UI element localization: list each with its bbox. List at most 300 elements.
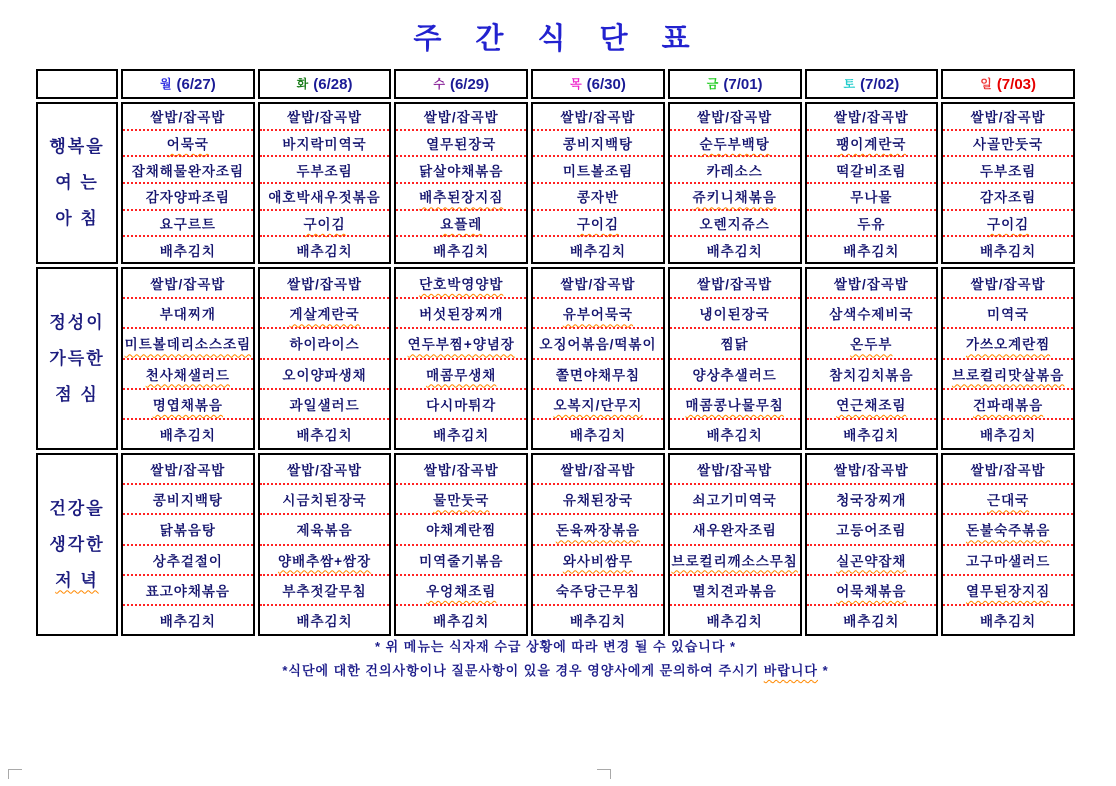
menu-item bbox=[533, 297, 663, 327]
menu-item bbox=[533, 604, 663, 634]
menu-item bbox=[123, 269, 253, 297]
menu-item-text: 매콤콩나물무침 bbox=[685, 397, 784, 413]
menu-item-text: 카레소스 bbox=[706, 163, 763, 179]
menu-cell-lunch-day7 bbox=[941, 267, 1075, 450]
menu-item-text: 미트볼조림 bbox=[562, 163, 634, 179]
menu-item-text: 과일샐러드 bbox=[289, 397, 360, 413]
menu-item-text: 쌀밥/잡곡밥 bbox=[970, 463, 1046, 479]
menu-item-text: 감자조림 bbox=[980, 190, 1037, 206]
menu-item-text: 쌀밥/잡곡밥 bbox=[833, 110, 909, 126]
menu-item-text: 삼색수제비국 bbox=[829, 307, 914, 323]
menu-item-text: 쌀밥/잡곡밥 bbox=[287, 277, 363, 293]
menu-item bbox=[396, 418, 526, 448]
menu-item-text: 구이김 bbox=[987, 217, 1030, 233]
menu-cell-dinner-day1 bbox=[121, 453, 255, 636]
menu-item-text: 쌀밥/잡곡밥 bbox=[287, 110, 363, 126]
menu-item-text: 콩비지백탕 bbox=[152, 493, 223, 509]
menu-item-text: 쌀밥/잡곡밥 bbox=[697, 110, 773, 126]
menu-cell-breakfast-day6 bbox=[805, 102, 939, 264]
menu-item bbox=[123, 358, 253, 388]
menu-item bbox=[260, 129, 390, 156]
menu-item-text: 멸치견과볶음 bbox=[692, 583, 777, 599]
menu-item-text: 고구마샐러드 bbox=[965, 553, 1051, 569]
menu-item-text: 배추김치 bbox=[433, 427, 490, 443]
menu-cell-dinner-day4 bbox=[531, 453, 665, 636]
menu-item bbox=[396, 574, 526, 604]
menu-item-text: 열무된장국 bbox=[426, 137, 497, 152]
menu-item-text: 고등어조림 bbox=[836, 523, 907, 539]
menu-item-text: 실곤약잡채 bbox=[836, 553, 907, 569]
menu-item-text: 배추김치 bbox=[159, 613, 216, 629]
menu-item-text: 요플레 bbox=[440, 217, 483, 233]
menu-item bbox=[396, 327, 526, 357]
day-header-7 bbox=[941, 69, 1075, 99]
meal-row-lunch bbox=[36, 267, 1075, 450]
day-date: (6/29) bbox=[449, 76, 490, 93]
menu-item bbox=[670, 418, 800, 448]
menu-item bbox=[943, 104, 1073, 129]
menu-item bbox=[807, 155, 937, 182]
menu-item bbox=[123, 327, 253, 357]
menu-item-text: 닭살야채볶음 bbox=[419, 163, 504, 179]
day-date: (7/02) bbox=[860, 76, 900, 93]
menu-item bbox=[533, 513, 663, 543]
menu-item bbox=[943, 483, 1073, 513]
menu-item bbox=[943, 513, 1073, 543]
menu-item bbox=[670, 574, 800, 604]
menu-item-text: 미역국 bbox=[987, 307, 1030, 323]
menu-item-text: 쌀밥/잡곡밥 bbox=[560, 110, 636, 126]
menu-item-text: 찜닭 bbox=[720, 337, 749, 353]
menu-item bbox=[670, 182, 800, 209]
menu-item-text: 구이김 bbox=[303, 217, 346, 233]
menu-cell-lunch-day4 bbox=[531, 267, 665, 450]
meal-label-line: 여 는 bbox=[55, 173, 99, 192]
page-corner-mark bbox=[8, 769, 22, 779]
menu-item-text: 배추김치 bbox=[159, 427, 216, 443]
menu-item-text: 감자양파조림 bbox=[145, 190, 230, 206]
menu-item-text: 표고야채볶음 bbox=[145, 583, 230, 599]
footer-notes bbox=[33, 636, 1078, 684]
menu-item-text: 우엉채조림 bbox=[426, 583, 497, 599]
menu-item-text: 참치김치볶음 bbox=[829, 367, 914, 383]
menu-item bbox=[807, 388, 937, 418]
menu-item-text: 와사비쌈무 bbox=[562, 553, 634, 569]
menu-item bbox=[670, 297, 800, 327]
menu-item-text: 양상추샐러드 bbox=[692, 367, 777, 383]
menu-item-text: 오이양파생채 bbox=[282, 367, 367, 383]
menu-cell-dinner-day2 bbox=[258, 453, 392, 636]
menu-item bbox=[260, 455, 390, 483]
menu-item bbox=[943, 269, 1073, 297]
day-date: (6/30) bbox=[586, 76, 626, 93]
menu-item bbox=[943, 327, 1073, 357]
menu-item-text: 쌀밥/잡곡밥 bbox=[423, 463, 499, 479]
menu-item-text: 배추김치 bbox=[980, 427, 1037, 443]
meal-label-line: 가득한 bbox=[49, 348, 105, 368]
menu-item bbox=[396, 544, 526, 574]
day-화-icon: 화 bbox=[296, 77, 309, 91]
menu-item bbox=[943, 155, 1073, 182]
menu-item bbox=[943, 388, 1073, 418]
menu-item bbox=[123, 604, 253, 634]
menu-item-text: 야채계란찜 bbox=[426, 523, 497, 539]
menu-item bbox=[807, 129, 937, 156]
menu-item-text: 두유 bbox=[857, 217, 886, 233]
day-목-icon: 목 bbox=[570, 77, 582, 91]
day-date: (6/27) bbox=[176, 76, 216, 93]
menu-item bbox=[396, 358, 526, 388]
menu-item bbox=[123, 544, 253, 574]
menu-item bbox=[533, 455, 663, 483]
footer-note-segment: 바랍니다 bbox=[763, 663, 818, 678]
footer-note-1 bbox=[33, 636, 1078, 655]
weekly-menu-table bbox=[33, 66, 1078, 639]
menu-item-text: 오복지/단무지 bbox=[553, 397, 643, 413]
menu-item bbox=[396, 604, 526, 634]
menu-item-text: 콩자반 bbox=[576, 190, 620, 206]
menu-item bbox=[260, 104, 390, 129]
menu-item-text: 쌀밥/잡곡밥 bbox=[833, 277, 909, 293]
menu-item bbox=[396, 235, 526, 262]
menu-item bbox=[670, 604, 800, 634]
menu-item-text: 온두부 bbox=[850, 337, 893, 353]
menu-item bbox=[123, 155, 253, 182]
menu-item-text: 배추김치 bbox=[843, 613, 900, 629]
menu-cell-lunch-day3 bbox=[394, 267, 528, 450]
menu-item-text: 쌀밥/잡곡밥 bbox=[150, 463, 226, 479]
menu-item-text: 바지락미역국 bbox=[282, 137, 367, 152]
menu-item-text: 미트볼데리소스조림 bbox=[124, 337, 252, 353]
menu-item bbox=[670, 513, 800, 543]
menu-item bbox=[807, 182, 937, 209]
menu-item bbox=[670, 388, 800, 418]
menu-item bbox=[396, 182, 526, 209]
menu-item bbox=[123, 513, 253, 543]
menu-item-text: 배추김치 bbox=[843, 243, 900, 259]
meal-label-line: 건강을 bbox=[49, 498, 105, 518]
day-date: (7/03) bbox=[996, 76, 1036, 93]
menu-item-text: 단호박영양밥 bbox=[419, 277, 504, 293]
menu-item-text: 매콤무생채 bbox=[426, 367, 497, 383]
menu-item-text: 쌀밥/잡곡밥 bbox=[150, 277, 226, 293]
menu-item bbox=[670, 483, 800, 513]
day-토-icon: 토 bbox=[843, 77, 856, 91]
menu-item bbox=[807, 269, 937, 297]
menu-item bbox=[396, 297, 526, 327]
menu-item-text: 양배추쌈+쌈장 bbox=[277, 553, 372, 569]
menu-item-text: 쇠고기미역국 bbox=[692, 493, 777, 509]
menu-item bbox=[807, 544, 937, 574]
header-row bbox=[36, 69, 1075, 99]
menu-item bbox=[943, 235, 1073, 262]
meal-label-line: 생각한 bbox=[49, 534, 105, 554]
menu-item bbox=[533, 235, 663, 262]
corner-cell bbox=[36, 69, 118, 99]
meal-row-dinner bbox=[36, 453, 1075, 636]
menu-item bbox=[807, 574, 937, 604]
menu-item-text: 쥬키니채볶음 bbox=[692, 190, 777, 206]
day-header-3 bbox=[394, 69, 528, 99]
menu-item-text: 어묵채볶음 bbox=[836, 583, 907, 599]
menu-item-text: 유채된장국 bbox=[562, 493, 634, 509]
menu-item-text: 냉이된장국 bbox=[699, 307, 770, 323]
menu-item bbox=[260, 297, 390, 327]
menu-item bbox=[670, 155, 800, 182]
menu-item-text: 오징어볶음/떡볶이 bbox=[539, 337, 657, 353]
menu-item-text: 배추된장지짐 bbox=[419, 190, 504, 206]
menu-item bbox=[533, 544, 663, 574]
menu-item-text: 물만둣국 bbox=[433, 493, 490, 509]
menu-item bbox=[807, 513, 937, 543]
menu-item bbox=[260, 155, 390, 182]
menu-item-text: 쌀밥/잡곡밥 bbox=[150, 110, 226, 126]
footer-note-segment: * bbox=[817, 663, 829, 678]
menu-item-text: 브로컬리맛살볶음 bbox=[951, 367, 1065, 383]
menu-cell-breakfast-day2 bbox=[258, 102, 392, 264]
menu-item bbox=[533, 155, 663, 182]
menu-item-text: 시금치된장국 bbox=[282, 493, 367, 509]
menu-item-text: 닭볶음탕 bbox=[159, 523, 216, 539]
menu-item-text: 잡채해물완자조림 bbox=[131, 163, 245, 179]
meal-label-lunch bbox=[36, 267, 118, 450]
menu-item-text: 배추김치 bbox=[706, 243, 763, 259]
menu-item bbox=[396, 269, 526, 297]
menu-item bbox=[670, 235, 800, 262]
menu-item bbox=[807, 297, 937, 327]
menu-item bbox=[807, 418, 937, 448]
page-corner-mark bbox=[597, 769, 611, 779]
menu-item-text: 요구르트 bbox=[159, 217, 216, 233]
menu-item-text: 청국장찌개 bbox=[836, 493, 907, 509]
menu-item bbox=[123, 297, 253, 327]
menu-item bbox=[260, 388, 390, 418]
menu-item-text: 배추김치 bbox=[296, 427, 353, 443]
menu-item bbox=[807, 358, 937, 388]
menu-item bbox=[670, 327, 800, 357]
menu-item-text: 근대국 bbox=[987, 493, 1030, 509]
menu-item-text: 미역줄기볶음 bbox=[419, 553, 504, 569]
menu-item bbox=[943, 297, 1073, 327]
menu-item bbox=[533, 269, 663, 297]
menu-item bbox=[943, 418, 1073, 448]
menu-item bbox=[670, 209, 800, 236]
menu-item bbox=[807, 235, 937, 262]
menu-item-text: 콩비지백탕 bbox=[562, 137, 634, 152]
menu-item-text: 배추김치 bbox=[433, 613, 490, 629]
menu-item bbox=[943, 455, 1073, 483]
menu-item bbox=[533, 574, 663, 604]
menu-item bbox=[260, 483, 390, 513]
menu-item bbox=[807, 104, 937, 129]
menu-item bbox=[123, 418, 253, 448]
menu-item-text: 쫄면야채무침 bbox=[555, 367, 641, 383]
menu-item-text: 쌀밥/잡곡밥 bbox=[833, 463, 909, 479]
menu-item-text: 순두부백탕 bbox=[699, 137, 770, 152]
meal-label-line: 저 녁 bbox=[55, 570, 99, 590]
menu-item bbox=[123, 182, 253, 209]
day-수-icon: 수 bbox=[433, 77, 445, 91]
menu-item-text: 가쓰오계란찜 bbox=[965, 337, 1051, 353]
menu-item-text: 배추김치 bbox=[569, 613, 627, 629]
menu-item bbox=[123, 455, 253, 483]
menu-item bbox=[670, 269, 800, 297]
footer-note-segment: * 위 메뉴는 식자재 수급 상황에 따라 변경 될 수 있습니다 * bbox=[374, 639, 737, 654]
menu-cell-breakfast-day4 bbox=[531, 102, 665, 264]
menu-item bbox=[807, 209, 937, 236]
menu-item bbox=[260, 209, 390, 236]
menu-item bbox=[943, 544, 1073, 574]
menu-item bbox=[533, 104, 663, 129]
menu-item bbox=[943, 358, 1073, 388]
day-date: (6/28) bbox=[313, 76, 353, 93]
menu-item bbox=[807, 604, 937, 634]
menu-cell-breakfast-day7 bbox=[941, 102, 1075, 264]
menu-item bbox=[260, 269, 390, 297]
meal-label-line: 점 심 bbox=[55, 384, 99, 404]
menu-item bbox=[123, 483, 253, 513]
menu-item bbox=[260, 327, 390, 357]
menu-item-text: 배추김치 bbox=[843, 427, 900, 443]
menu-cell-dinner-day5 bbox=[668, 453, 802, 636]
menu-item-text: 연근채조림 bbox=[836, 397, 907, 413]
menu-item bbox=[943, 574, 1073, 604]
meal-row-breakfast bbox=[36, 102, 1075, 264]
menu-item bbox=[943, 182, 1073, 209]
menu-item bbox=[670, 358, 800, 388]
menu-item bbox=[396, 483, 526, 513]
menu-item bbox=[807, 327, 937, 357]
menu-item-text: 게살계란국 bbox=[289, 307, 360, 323]
menu-item bbox=[670, 455, 800, 483]
menu-item-text: 천사채샐러드 bbox=[145, 367, 230, 383]
menu-item bbox=[533, 327, 663, 357]
menu-item-text: 두부조림 bbox=[296, 163, 353, 179]
day-일-icon: 일 bbox=[980, 77, 992, 91]
menu-item-text: 떡갈비조림 bbox=[836, 163, 907, 179]
menu-item-text: 쌀밥/잡곡밥 bbox=[697, 463, 773, 479]
menu-item bbox=[533, 388, 663, 418]
menu-item bbox=[533, 209, 663, 236]
menu-item-text: 쌀밥/잡곡밥 bbox=[423, 110, 499, 126]
menu-item-text: 쌀밥/잡곡밥 bbox=[560, 277, 636, 293]
menu-item-text: 배추김치 bbox=[433, 243, 490, 259]
menu-item bbox=[670, 129, 800, 156]
meal-label-dinner bbox=[36, 453, 118, 636]
meal-label-line: 행복을 bbox=[49, 137, 105, 156]
menu-item-text: 배추김치 bbox=[296, 613, 353, 629]
menu-item bbox=[807, 483, 937, 513]
menu-item-text: 두부조림 bbox=[980, 163, 1037, 179]
day-금-icon: 금 bbox=[706, 77, 719, 91]
menu-item bbox=[396, 455, 526, 483]
menu-item-text: 쌀밥/잡곡밥 bbox=[560, 463, 636, 479]
menu-item-text: 배추김치 bbox=[980, 243, 1037, 259]
menu-item-text: 명엽채볶음 bbox=[152, 397, 223, 413]
menu-item bbox=[396, 209, 526, 236]
menu-cell-dinner-day6 bbox=[805, 453, 939, 636]
day-월-icon: 월 bbox=[159, 77, 172, 91]
menu-item-text: 배추김치 bbox=[569, 243, 627, 259]
menu-cell-dinner-day7 bbox=[941, 453, 1075, 636]
menu-item-text: 배추김치 bbox=[569, 427, 627, 443]
footer-note-segment: *식단에 대한 건의사항이나 질문사항이 있을 경우 영양사에게 문의하여 주시기 bbox=[282, 663, 764, 678]
menu-item-text: 팽이계란국 bbox=[836, 137, 907, 152]
menu-item-text: 배추김치 bbox=[706, 427, 763, 443]
menu-item bbox=[533, 358, 663, 388]
menu-item bbox=[533, 129, 663, 156]
menu-item-text: 브로컬리깨소스무침 bbox=[671, 553, 798, 569]
menu-item bbox=[123, 209, 253, 236]
day-header-2 bbox=[258, 69, 392, 99]
menu-item bbox=[533, 182, 663, 209]
menu-item-text: 연두부찜+양념장 bbox=[407, 337, 515, 353]
menu-item bbox=[260, 358, 390, 388]
menu-item bbox=[260, 182, 390, 209]
menu-item-text: 배추김치 bbox=[706, 613, 763, 629]
day-header-5 bbox=[668, 69, 802, 99]
day-date: (7/01) bbox=[723, 76, 763, 93]
menu-item bbox=[396, 155, 526, 182]
menu-item bbox=[943, 604, 1073, 634]
menu-cell-lunch-day5 bbox=[668, 267, 802, 450]
menu-item-text: 버섯된장찌개 bbox=[419, 307, 504, 323]
menu-cell-dinner-day3 bbox=[394, 453, 528, 636]
menu-item bbox=[260, 235, 390, 262]
menu-cell-lunch-day2 bbox=[258, 267, 392, 450]
menu-cell-lunch-day1 bbox=[121, 267, 255, 450]
menu-item bbox=[123, 104, 253, 129]
menu-item-text: 새우완자조림 bbox=[692, 523, 777, 539]
menu-item-text: 하이라이스 bbox=[289, 337, 360, 353]
meal-label-line: 아 침 bbox=[55, 209, 99, 228]
day-header-6 bbox=[805, 69, 939, 99]
menu-item bbox=[396, 388, 526, 418]
menu-item bbox=[123, 388, 253, 418]
menu-item bbox=[260, 544, 390, 574]
menu-item bbox=[943, 209, 1073, 236]
menu-item-text: 오렌지쥬스 bbox=[699, 217, 770, 233]
menu-item bbox=[260, 513, 390, 543]
menu-item-text: 다시마튀각 bbox=[426, 397, 497, 413]
menu-item bbox=[260, 574, 390, 604]
menu-item-text: 쌀밥/잡곡밥 bbox=[970, 110, 1046, 126]
menu-item bbox=[396, 129, 526, 156]
meal-label-breakfast bbox=[36, 102, 118, 264]
menu-item-text: 유부어묵국 bbox=[562, 307, 634, 323]
menu-item-text: 무나물 bbox=[850, 190, 893, 206]
menu-item bbox=[533, 418, 663, 448]
menu-item-text: 구이김 bbox=[576, 217, 620, 233]
menu-item-text: 부추젓갈무침 bbox=[282, 583, 367, 599]
menu-item-text: 사골만둣국 bbox=[973, 137, 1044, 152]
menu-item-text: 배추김치 bbox=[980, 613, 1037, 629]
menu-item bbox=[260, 418, 390, 448]
menu-cell-breakfast-day5 bbox=[668, 102, 802, 264]
menu-item-text: 돈육짜장볶음 bbox=[555, 523, 641, 539]
menu-item-text: 애호박새우젓볶음 bbox=[268, 190, 381, 206]
meal-label-line: 정성이 bbox=[49, 312, 105, 332]
day-header-4 bbox=[531, 69, 665, 99]
menu-cell-breakfast-day3 bbox=[394, 102, 528, 264]
menu-item bbox=[123, 574, 253, 604]
menu-item-text: 어묵국 bbox=[166, 137, 209, 152]
page-title: 주 간 식 단 표 bbox=[413, 23, 703, 55]
menu-item bbox=[123, 129, 253, 156]
menu-item-text: 쌀밥/잡곡밥 bbox=[287, 463, 363, 479]
menu-item bbox=[396, 104, 526, 129]
menu-cell-breakfast-day1 bbox=[121, 102, 255, 264]
